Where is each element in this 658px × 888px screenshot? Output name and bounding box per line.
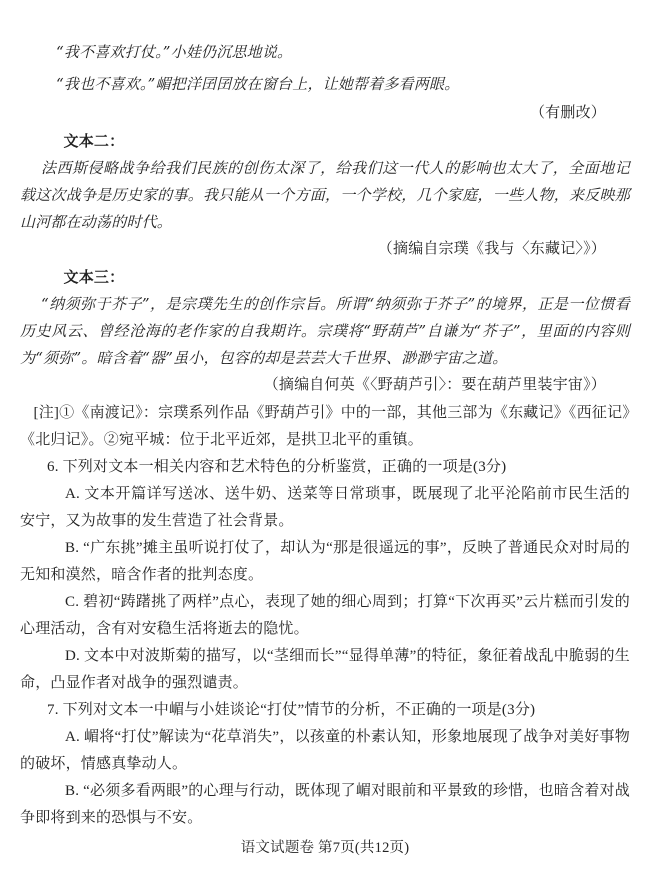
- footer-page-number: 语文试题卷 第7页(共12页): [240, 840, 410, 856]
- text2-label: 文本二：: [63, 133, 125, 150]
- edit-note: （有删改）: [529, 105, 606, 121]
- question-6-option-d: D. 文本中对波斯菊的描写，以“茎细而长”“显得单薄”的特征，象征着战乱中脆弱的生命，凸显作者对战争的强烈谴责。: [20, 648, 630, 691]
- text3-source: （摘编自何英《〈野葫芦引〉：要在葫芦里装宇宙》）: [263, 377, 606, 393]
- dialogue-line: “我也不喜欢。”嵋把洋囝囝放在窗台上，让她帮着多看两眼。: [56, 75, 460, 93]
- question-6-option-b: B. “广东挑”摊主虽听说打仗了，却认为“那是很遥远的事”，反映了普通民众对时局的无知和漠然，暗含作者的批判态度。: [20, 540, 630, 583]
- text3-paragraph: “纳须弥于芥子”，是宗璞先生的创作宗旨。所谓“纳须弥于芥子”的境界，正是一位惯看历史风云、曾经沧海的老作家的自我期许。宗璞将“野葫芦”自谦为“芥子”，里面的内容则为“须弥”。暗含着“器”虽小，包容的却是芸芸大千世界、渺渺宇宙之道。: [20, 295, 630, 367]
- question-6-option-a: A. 文本开篇详写送冰、送牛奶、送菜等日常琐事，既展现了北平沦陷前市民生活的安宁，又为故事的发生营造了社会背景。: [20, 486, 630, 529]
- question-6-option-c: C. 碧初“踌躇挑了两样”点心，表现了她的细心周到；打算“下次再买”云片糕而引发的心理活动，含有对安稳生活将逝去的隐忧。: [20, 594, 630, 637]
- dialogue-line: “我不喜欢打仗。”小娃仍沉思地说。: [56, 43, 293, 61]
- text2-source: （摘编自宗璞《我与〈东藏记〉》）: [377, 241, 606, 257]
- question-7-option-a: A. 嵋将“打仗”解读为“花草消失”，以孩童的朴素认知，形象地展现了战争对美好事物的破坏，情感真挚动人。: [20, 729, 630, 772]
- footnote: [注]①《南渡记》：宗璞系列作品《野葫芦引》中的一部，其他三部为《东藏记》《西征记》《北归记》。②宛平城：位于北平近郊，是拱卫北平的重镇。: [20, 405, 630, 448]
- question-7-option-b: B. “必须多看两眼”的心理与行动，既体现了嵋对眼前和平景致的珍惜，也暗含着对战争即将到来的恐惧与不安。: [20, 783, 630, 826]
- text3-label: 文本三：: [63, 269, 125, 286]
- question-6-stem: 6. 下列对文本一相关内容和艺术特色的分析鉴赏，正确的一项是(3分): [47, 459, 507, 475]
- question-7-stem: 7. 下列对文本一中嵋与小娃谈论“打仗”情节的分析，不正确的一项是(3分): [47, 702, 536, 718]
- text2-paragraph: 法西斯侵略战争给我们民族的创伤太深了，给我们这一代人的影响也太大了，全面地记载这次战争是历史家的事。我只能从一个方面，一个学校，几个家庭，一些人物，来反映那山河都在动荡的时代。: [20, 159, 630, 231]
